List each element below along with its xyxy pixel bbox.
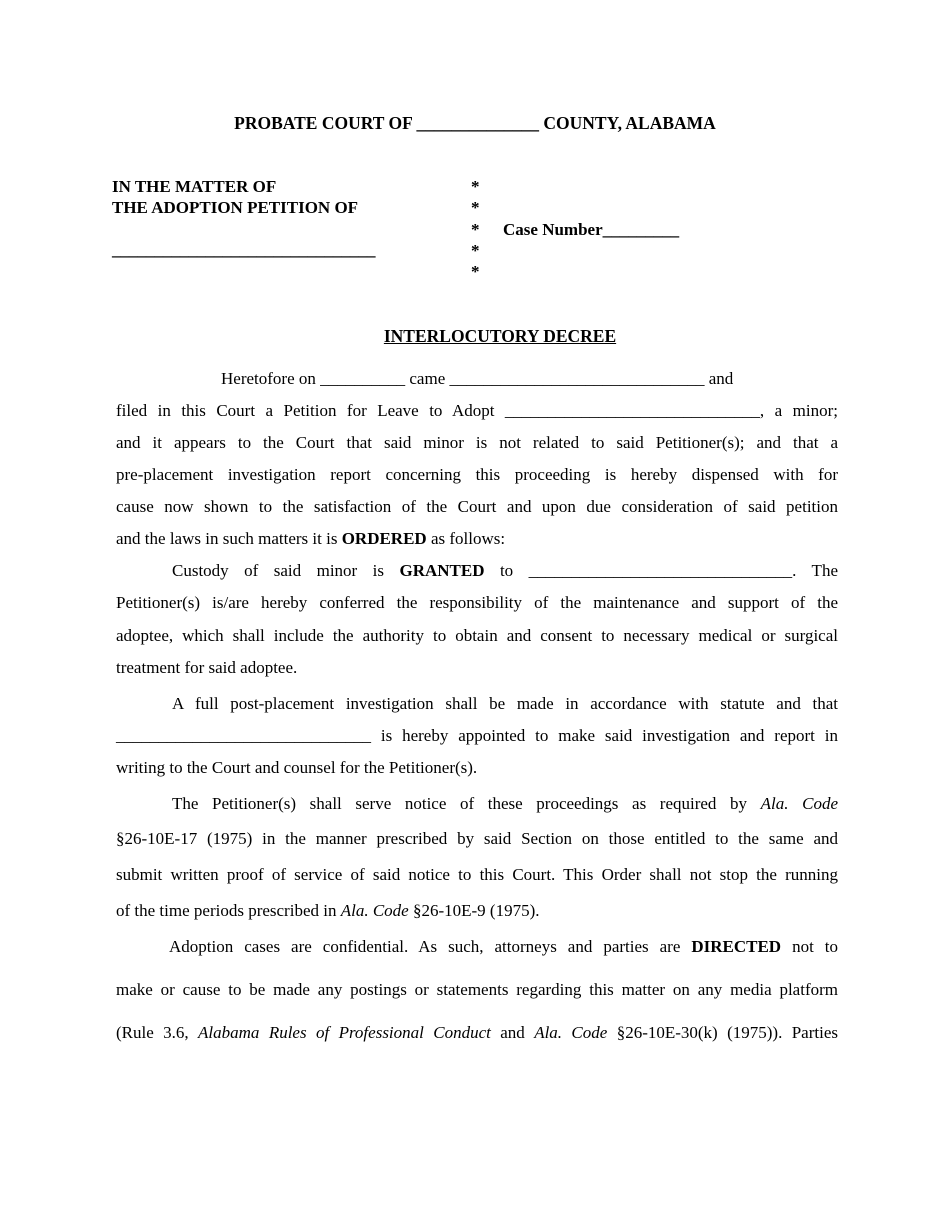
p1-text: came: [409, 369, 446, 388]
date-blank: __________: [320, 369, 406, 388]
matter-line-1: IN THE MATTER OF: [112, 177, 277, 196]
statute-citation: Ala. Code: [534, 1023, 608, 1042]
p5-text: and: [490, 1023, 535, 1042]
p2-text: to _______________________________. The: [484, 561, 838, 580]
caption-star: *: [471, 198, 480, 217]
p5-text: §26-10E-30(k) (1975)). Parties: [607, 1023, 838, 1042]
p1-line-1: [221, 369, 733, 389]
p1-line-4: pre-placement investigation report concerning this proceeding is hereby dispensed with for: [116, 465, 838, 484]
p4-line-2: §26-10E-17 (1975) in the manner prescribed by said Section on those entitled to the same and: [116, 829, 838, 848]
p3-line-3: writing to the Court and counsel for the Petitioner(s).: [116, 758, 478, 777]
rules-citation: Alabama Rules of Professional Conduct: [198, 1023, 491, 1042]
p1-text: Heretofore on: [221, 369, 316, 388]
case-number-label: Case Number_________: [503, 220, 680, 239]
p3-line-2: ______________________________ is hereby appointed to make said investigation and report in: [116, 726, 838, 745]
p4-text: §26-10E-9 (1975).: [408, 901, 540, 920]
caption-star: *: [471, 220, 480, 239]
caption-star: *: [471, 177, 480, 196]
p5-text: not to: [781, 937, 838, 956]
p2-line-4: treatment for said adoptee.: [116, 658, 298, 677]
p5-line-2: make or cause to be made any postings or statements regarding this matter on any media platform: [116, 980, 838, 999]
county-blank: ______________: [416, 113, 540, 133]
ordered-word: ORDERED: [341, 529, 427, 548]
p4-line-3: submit written proof of service of said notice to this Court. This Order shall not stop the running: [116, 865, 838, 884]
p5-text: Adoption cases are confidential. As such, attorneys and parties are: [169, 937, 692, 956]
p1-text: as follows:: [426, 529, 506, 548]
court-title: [0, 113, 950, 134]
p1-line-3: and it appears to the Court that said minor is not related to said Petitioner(s); and that a: [116, 433, 838, 452]
p4-line-4: [116, 901, 540, 921]
p1-text: filed in this Court a Petition for Leave to Adopt: [116, 401, 495, 420]
petitioner-blank: ______________________________: [449, 369, 705, 388]
p1-text: and: [708, 369, 734, 388]
p2-line-3: adoptee, which shall include the authority to obtain and consent to necessary medical or surgical: [116, 626, 838, 645]
caption-star: *: [471, 262, 480, 281]
p5-line-3: [116, 1023, 838, 1043]
statute-citation: Ala. Code: [760, 794, 838, 813]
court-title-pre: PROBATE COURT OF: [234, 113, 413, 133]
p1-line-6: [116, 529, 505, 549]
p5-text: (Rule 3.6,: [116, 1023, 199, 1042]
p4-line-1: [172, 794, 838, 814]
p2-line-2: Petitioner(s) is/are hereby conferred the responsibility of the maintenance and support of the: [116, 593, 838, 612]
p1-line-2: [116, 401, 838, 421]
p2-text: Custody of said minor is: [172, 561, 400, 580]
p2-line-1: [172, 561, 838, 581]
directed-word: DIRECTED: [691, 937, 782, 956]
p5-line-1: [169, 937, 838, 957]
granted-word: GRANTED: [399, 561, 485, 580]
minor-name-blank: ______________________________, a minor;: [504, 401, 838, 420]
decree-title: INTERLOCUTORY DECREE: [383, 326, 617, 346]
p1-text: and the laws in such matters it is: [116, 529, 342, 548]
statute-citation: Ala. Code: [340, 901, 409, 920]
p3-line-1: A full post-placement investigation shall be made in accordance with statute and that: [172, 694, 838, 713]
p1-line-5: cause now shown to the satisfaction of the Court and upon due consideration of said petition: [116, 497, 838, 516]
caption-star: *: [471, 241, 480, 260]
p4-text: The Petitioner(s) shall serve notice of these proceedings as required by: [172, 794, 761, 813]
petitioner-name-blank: _______________________________: [112, 240, 376, 259]
p4-text: of the time periods prescribed in: [116, 901, 341, 920]
court-title-post: COUNTY, ALABAMA: [543, 113, 716, 133]
matter-line-2: THE ADOPTION PETITION OF: [112, 198, 359, 217]
